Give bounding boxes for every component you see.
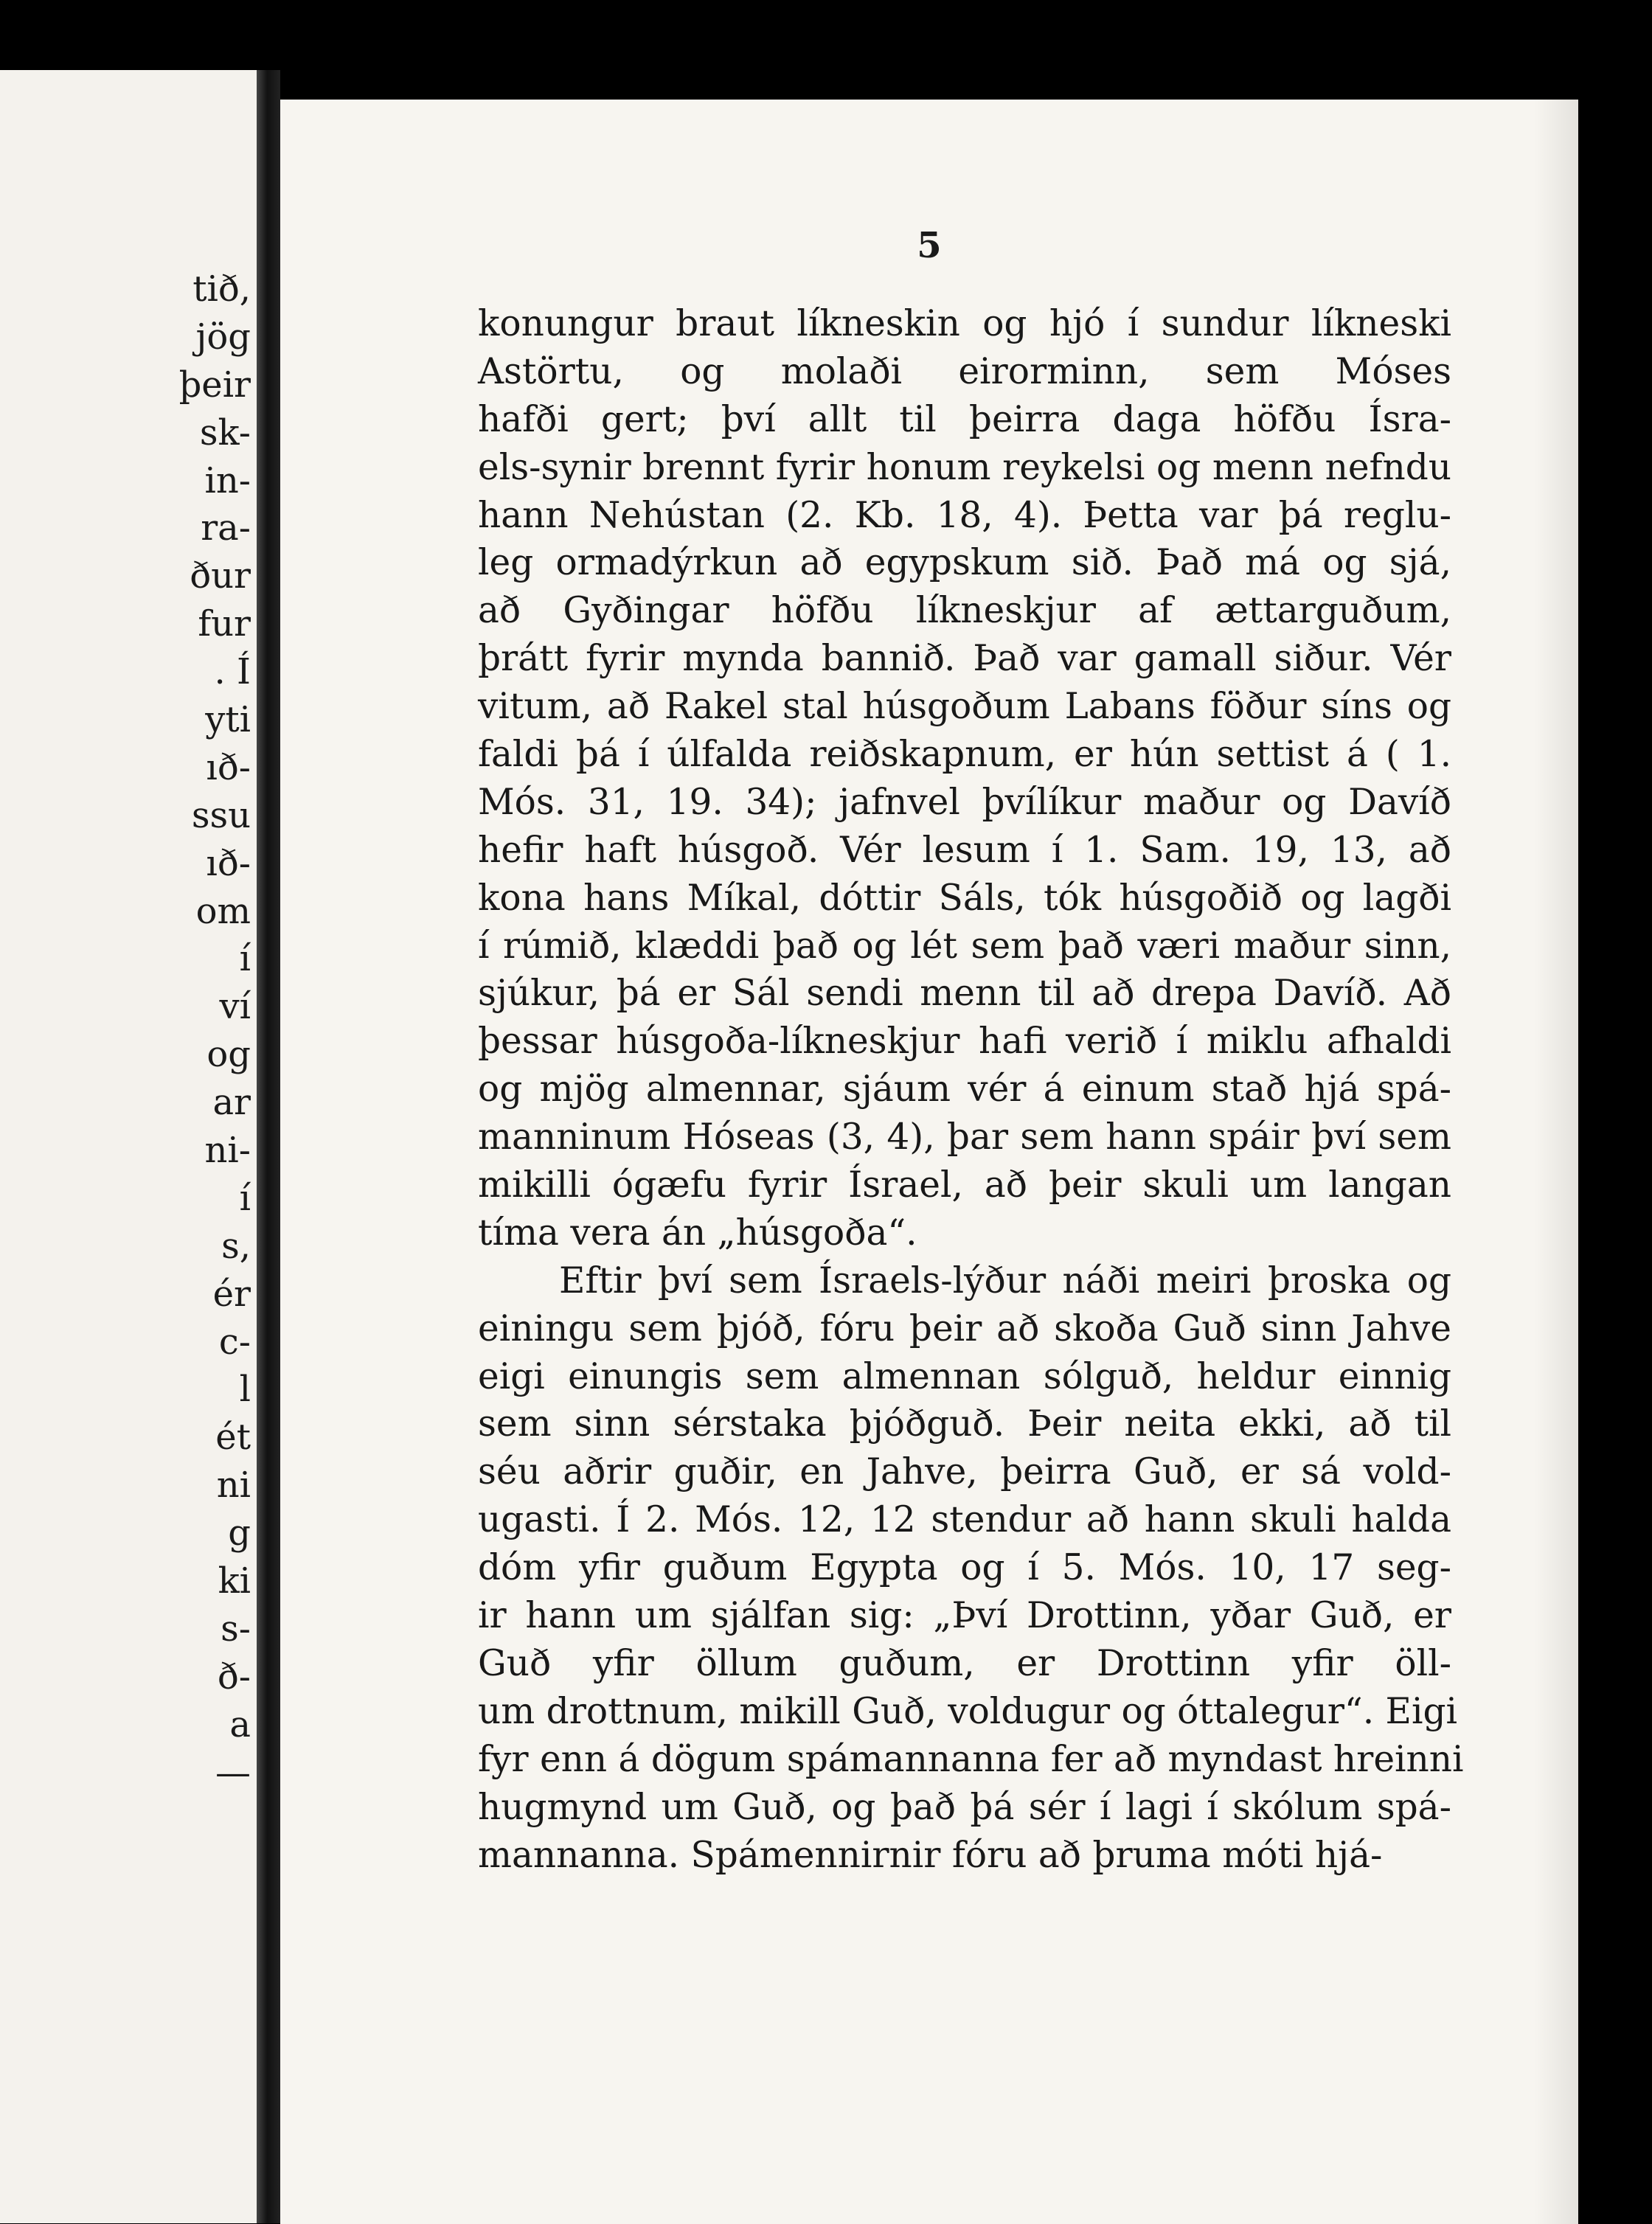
text-line: tíma vera án „húsgoða“. xyxy=(478,1212,917,1254)
text-line: konungur braut líkneskin og hjó í sundur líkneski xyxy=(478,303,1451,344)
text-line: um drottnum, mikill Guð, voldugur og óttalegur“. Eigi xyxy=(478,1690,1458,1732)
previous-page-line-fragment: ra- xyxy=(201,507,251,549)
previous-page-fragment xyxy=(0,70,257,2223)
previous-page-line-fragment: ıð- xyxy=(206,746,251,788)
previous-page-line-endings xyxy=(0,265,251,1797)
previous-page-line-fragment: jög xyxy=(195,316,251,358)
previous-page-line-fragment: ður xyxy=(190,555,251,597)
text-line: fyr enn á dögum spámannanna fer að myndast hreinni xyxy=(478,1738,1464,1780)
previous-page-line-fragment: yti xyxy=(205,699,251,741)
previous-page-line-fragment: fur xyxy=(198,603,251,645)
current-page xyxy=(280,100,1578,2224)
previous-page-line-fragment: ét xyxy=(215,1417,251,1459)
text-line: í rúmið, klæddi það og lét sem það væri maður sinn, xyxy=(478,925,1451,967)
previous-page-line-fragment: í xyxy=(239,1177,251,1219)
text-line: sem sinn sérstaka þjóðguð. Þeir neita ekki, að til xyxy=(478,1403,1451,1445)
text-line: kona hans Míkal, dóttir Sáls, tók húsgoðið og lagði xyxy=(478,877,1451,919)
text-line: Astörtu, og molaði eirorminn, sem Móses xyxy=(478,350,1451,392)
text-line: Eftir því sem Ísraels-lýður náði meiri þroska og xyxy=(559,1259,1451,1302)
text-line: að Gyðingar höfðu líkneskjur af ættarguðum, xyxy=(478,590,1451,632)
text-line: hafði gert; því allt til þeirra daga höfðu Ísra- xyxy=(478,398,1451,440)
text-line: þessar húsgoða-líkneskjur hafi verið í miklu afhaldi xyxy=(478,1021,1451,1063)
previous-page-line-fragment: ki xyxy=(218,1560,251,1602)
previous-page-line-fragment: — xyxy=(215,1751,251,1793)
text-line: hefir haft húsgoð. Vér lesum í 1. Sam. 19, 13, að xyxy=(478,829,1451,871)
text-line: sjúkur, þá er Sál sendi menn til að drepa Davíð. Að xyxy=(478,973,1451,1015)
previous-page-line-fragment: sk- xyxy=(199,411,251,454)
previous-page-line-fragment: og xyxy=(206,1034,251,1076)
previous-page-line-fragment: ni- xyxy=(204,1130,251,1172)
text-line: vitum, að Rakel stal húsgoðum Labans föður síns og xyxy=(478,686,1451,728)
previous-page-line-fragment: g xyxy=(228,1512,251,1554)
previous-page-line-fragment: tið, xyxy=(192,268,251,310)
text-line: mannanna. Spámennirnir fóru að þruma móti hjá- xyxy=(478,1834,1383,1876)
text-line: Mós. 31, 19. 34); jafnvel þvílíkur maður og Davíð xyxy=(478,781,1451,823)
text-line: manninum Hóseas (3, 4), þar sem hann spáir því sem xyxy=(478,1116,1451,1158)
previous-page-line-fragment: í xyxy=(239,938,251,980)
previous-page-line-fragment: ð- xyxy=(217,1655,251,1697)
text-line: dóm yfir guðum Egypta og í 5. Mós. 10, 17 seg- xyxy=(478,1547,1451,1589)
previous-page-line-fragment: ıð- xyxy=(206,842,251,884)
text-line: leg ormadýrkun að egypskum sið. Það má og sjá, xyxy=(478,542,1451,584)
text-line: þrátt fyrir mynda bannið. Það var gamall siður. Vér xyxy=(478,638,1451,680)
previous-page-line-fragment: l xyxy=(239,1369,251,1411)
previous-page-line-fragment: þeir xyxy=(178,364,251,406)
previous-page-line-fragment: ér xyxy=(212,1273,251,1315)
book-gutter xyxy=(257,70,280,2223)
previous-page-line-fragment: ví xyxy=(219,986,251,1028)
previous-page-line-fragment: om xyxy=(195,890,251,932)
previous-page-line-fragment: ar xyxy=(212,1082,251,1124)
previous-page-line-fragment: s- xyxy=(221,1608,251,1650)
text-line: og mjög almennar, sjáum vér á einum stað hjá spá- xyxy=(478,1068,1451,1111)
page-number: 5 xyxy=(917,225,942,266)
text-line: mikilli ógæfu fyrir Ísrael, að þeir skuli um langan xyxy=(478,1164,1451,1206)
text-line: Guð yfir öllum guðum, er Drottinn yfir öll- xyxy=(478,1642,1451,1684)
previous-page-line-fragment: ni xyxy=(216,1464,251,1507)
previous-page-line-fragment: in- xyxy=(204,459,251,501)
previous-page-line-fragment: c- xyxy=(218,1321,251,1363)
text-line: séu aðrir guðir, en Jahve, þeirra Guð, er sá vold- xyxy=(478,1451,1451,1493)
body-text xyxy=(478,300,1464,1879)
text-line: eigi einungis sem almennan sólguð, heldur einnig xyxy=(478,1355,1451,1397)
text-line: einingu sem þjóð, fóru þeir að skoða Guð sinn Jahve xyxy=(478,1307,1451,1349)
text-line: hann Nehústan (2. Kb. 18, 4). Þetta var þá reglu- xyxy=(478,494,1451,536)
page-edge-shadow xyxy=(1534,100,1578,2224)
previous-page-line-fragment: a xyxy=(229,1703,251,1745)
text-line: hugmynd um Guð, og það þá sér í lagi í skólum spá- xyxy=(478,1786,1451,1828)
text-line: ir hann um sjálfan sig: „Því Drottinn, yðar Guð, er xyxy=(478,1595,1451,1637)
previous-page-line-fragment: ssu xyxy=(191,794,251,836)
previous-page-line-fragment: s, xyxy=(221,1225,251,1267)
text-line: faldi þá í úlfalda reiðskapnum, er hún settist á ( 1. xyxy=(478,734,1451,776)
text-line: els-synir brennt fyrir honum reykelsi og menn nefndu xyxy=(478,446,1451,488)
previous-page-line-fragment: . Í xyxy=(214,651,251,693)
text-line: ugasti. Í 2. Mós. 12, 12 stendur að hann skuli halda xyxy=(478,1499,1451,1541)
